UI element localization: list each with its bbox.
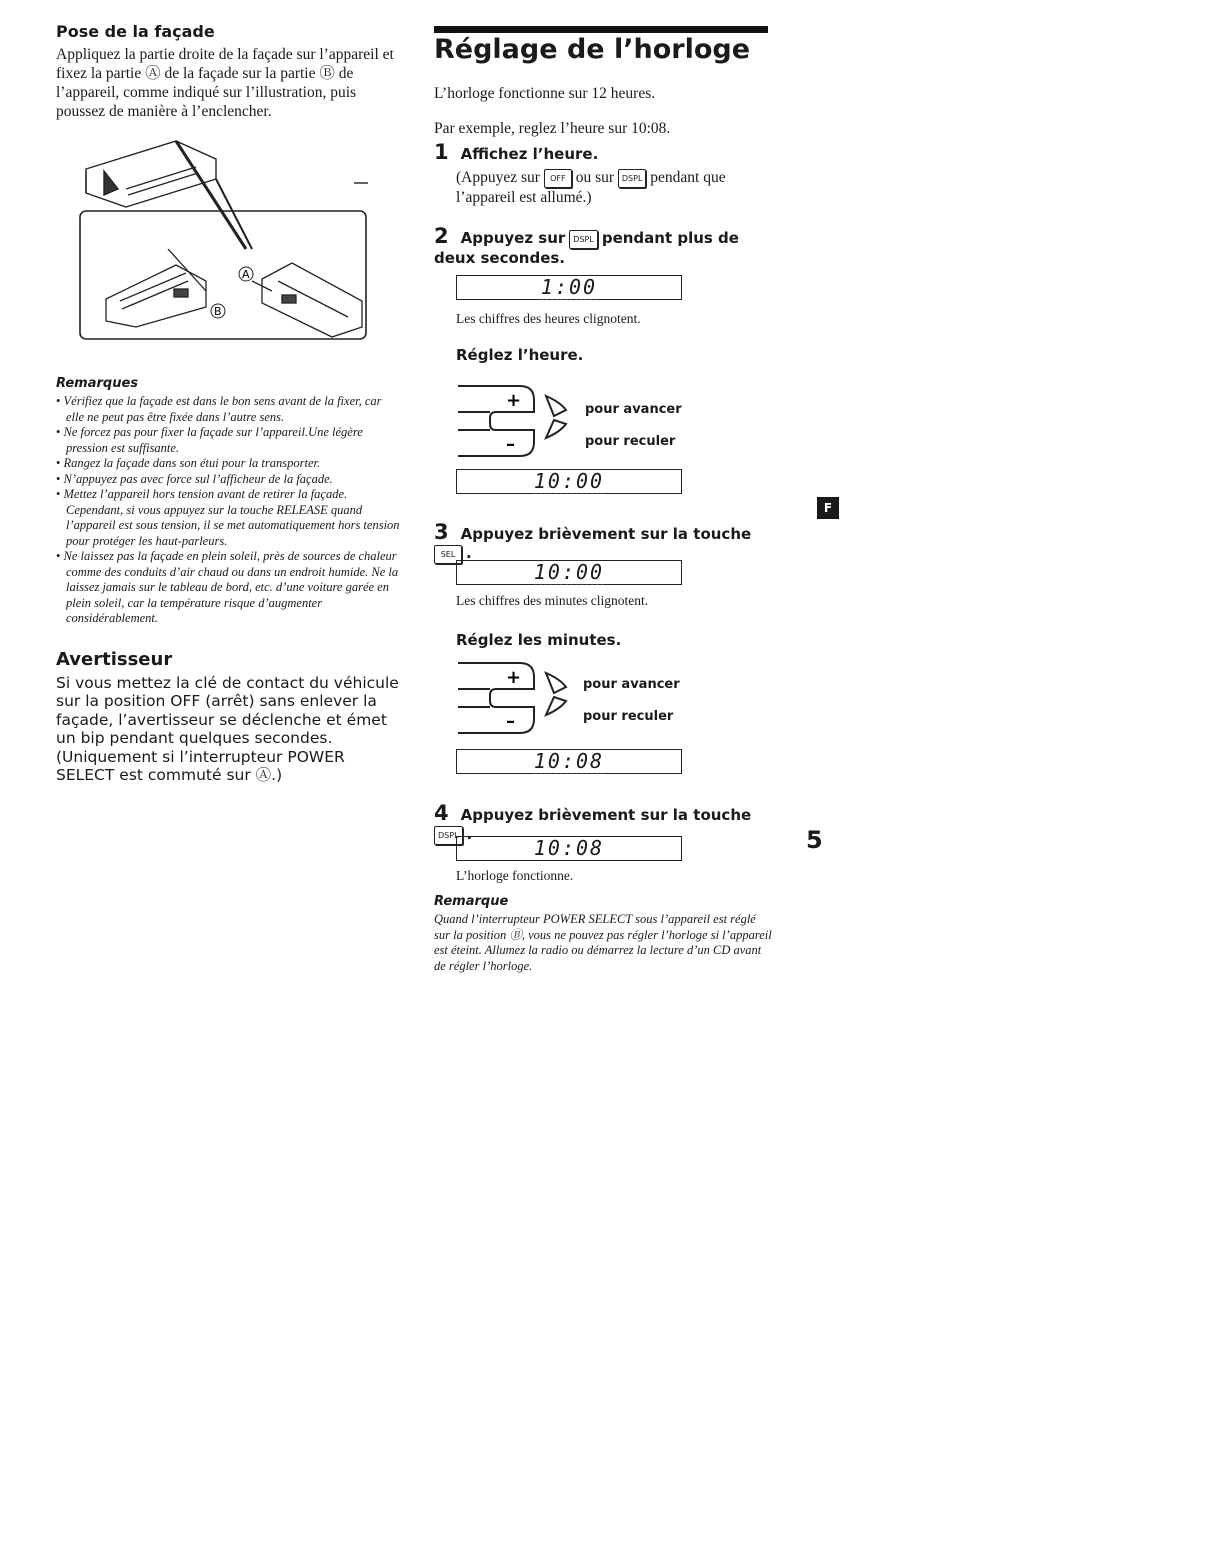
avertisseur-heading: Avertisseur xyxy=(56,648,173,670)
off-key-icon: OFF xyxy=(544,169,572,188)
lcd-value: 10:00 xyxy=(533,560,605,584)
plus-minus-control-icon xyxy=(450,657,580,737)
lcd-value: 10:08 xyxy=(533,749,605,773)
step-number: 2 xyxy=(434,224,449,248)
plus-label: pour avancer xyxy=(583,677,680,692)
step-title: Appuyez brièvement sur la touche xyxy=(460,806,752,824)
remarque-item: • Vérifiez que la façade est dans le bon sens avant de la fixer, car elle ne peut pas être fixée dans l’autre sens. xyxy=(56,394,401,425)
title-rule xyxy=(434,26,768,33)
language-badge: F xyxy=(817,497,839,519)
remarque-section xyxy=(434,894,774,974)
lcd-display xyxy=(456,469,682,494)
lcd-value: 10:08 xyxy=(533,836,605,860)
step-number: 3 xyxy=(434,520,449,544)
plus-sign: + xyxy=(506,390,522,411)
label-b: B xyxy=(214,305,222,318)
page-title: Réglage de l’horloge xyxy=(434,34,751,65)
step-1-text-b: ou sur xyxy=(575,169,615,186)
step-2 xyxy=(434,224,774,268)
step-title-a: Appuyez sur xyxy=(460,229,566,247)
lcd-display xyxy=(456,749,682,774)
remarques-section xyxy=(56,376,401,627)
sel-key-icon: SEL xyxy=(434,545,462,564)
dspl-key-icon: DSPL xyxy=(618,169,647,188)
remarque-text: Quand l’interrupteur POWER SELECT sous l’appareil est réglé sur la position Ⓑ, vous ne pouvez pas régler l’horloge si l’appareil est éteint. Allumez la radio ou démarrez la lecture d’un CD avant de régler l’horloge. xyxy=(434,912,772,973)
step-2-subheading: Réglez l’heure. xyxy=(456,346,584,364)
step-title: Appuyez brièvement sur la touche xyxy=(460,525,752,543)
step-1 xyxy=(434,140,774,207)
intro-line-2: Par exemple, reglez l’heure sur 10:08. xyxy=(434,120,671,137)
step-title: Affichez l’heure. xyxy=(460,145,599,163)
left-column xyxy=(56,22,401,785)
pose-heading: Pose de la façade xyxy=(56,22,215,41)
step-1-text-a: (Appuyez sur xyxy=(456,169,540,186)
minus-label: pour reculer xyxy=(583,709,674,724)
remarque-item: • Mettez l’appareil hors tension avant de retirer la façade. Cependant, si vous appuyez sur la touche RELEASE quand l’appareil est sous tension, il se met automatiquement hors tension pour protéger les haut-parleurs. xyxy=(56,487,401,549)
remarque-heading: Remarque xyxy=(434,894,509,909)
faceplate-drawing xyxy=(56,131,368,356)
step-3-caption: Les chiffres des minutes clignotent. xyxy=(456,593,649,608)
lcd-value: 10:00 xyxy=(533,469,605,493)
step-4-caption: L’horloge fonctionne. xyxy=(456,868,574,883)
remarques-heading: Remarques xyxy=(56,376,139,391)
step-3 xyxy=(434,520,774,564)
plus-minus-control-icon xyxy=(450,380,580,460)
step-period: . xyxy=(466,825,473,843)
step-period: . xyxy=(466,544,472,562)
step-2-caption: Les chiffres des heures clignotent. xyxy=(456,311,641,326)
remarque-item: • Ne laissez pas la façade en plein soleil, près de sources de chaleur comme des conduits d’air chaud ou dans un endroit humide. Ne la laissez jamais sur le tableau de bord, etc. d’une voiture garée en plein soleil, car la température risque d’augmenter considérablement. xyxy=(56,549,401,627)
lcd-display xyxy=(456,560,682,585)
remarque-item: • Ne forcez pas pour fixer la façade sur l’appareil.Une légère pression est suffisante. xyxy=(56,425,401,456)
label-a: A xyxy=(242,268,250,281)
dspl-key-icon: DSPL xyxy=(434,826,463,845)
step-number: 4 xyxy=(434,801,449,825)
step-3-subheading: Réglez les minutes. xyxy=(456,631,622,649)
dspl-key-icon: DSPL xyxy=(569,230,598,249)
step-1-text xyxy=(456,168,774,207)
faceplate-illustration xyxy=(56,131,368,356)
page-number: 5 xyxy=(806,826,823,854)
step-title-b: pendant plus de deux secondes. xyxy=(434,229,739,267)
intro-line-1: L’horloge fonctionne sur 12 heures. xyxy=(434,85,656,102)
minus-label: pour reculer xyxy=(585,434,676,449)
avertisseur-paragraph: Si vous mettez la clé de contact du véhicule sur la position OFF (arrêt) sans enlever la façade, l’avertisseur se déclenche et émet un bip pendant quelques secondes. (Uniquement si l’interrupteur POWER SELECT est commuté sur Ⓐ.) xyxy=(56,673,399,784)
minus-sign: – xyxy=(506,711,515,732)
remarque-item: • Rangez la façade dans son étui pour la transporter. xyxy=(56,456,401,472)
avertisseur-section xyxy=(56,649,401,785)
lcd-value: 1:00 xyxy=(540,275,598,299)
step-1-text-c: pendant que l’appareil est allumé.) xyxy=(456,169,726,206)
lcd-display xyxy=(456,836,682,861)
lcd-display xyxy=(456,275,682,300)
plus-label: pour avancer xyxy=(585,402,682,417)
remarques-list xyxy=(56,394,401,627)
step-number: 1 xyxy=(434,140,449,164)
pose-paragraph: Appliquez la partie droite de la façade sur l’appareil et fixez la partie Ⓐ de la façade sur la partie Ⓑ de l’appareil, comme indiqué sur l’illustration, puis poussez de manière à l’enclencher. xyxy=(56,46,394,120)
minus-sign: – xyxy=(506,434,515,455)
remarque-item: • N’appuyez pas avec force sul l’afficheur de la façade. xyxy=(56,472,401,488)
plus-sign: + xyxy=(506,667,522,688)
